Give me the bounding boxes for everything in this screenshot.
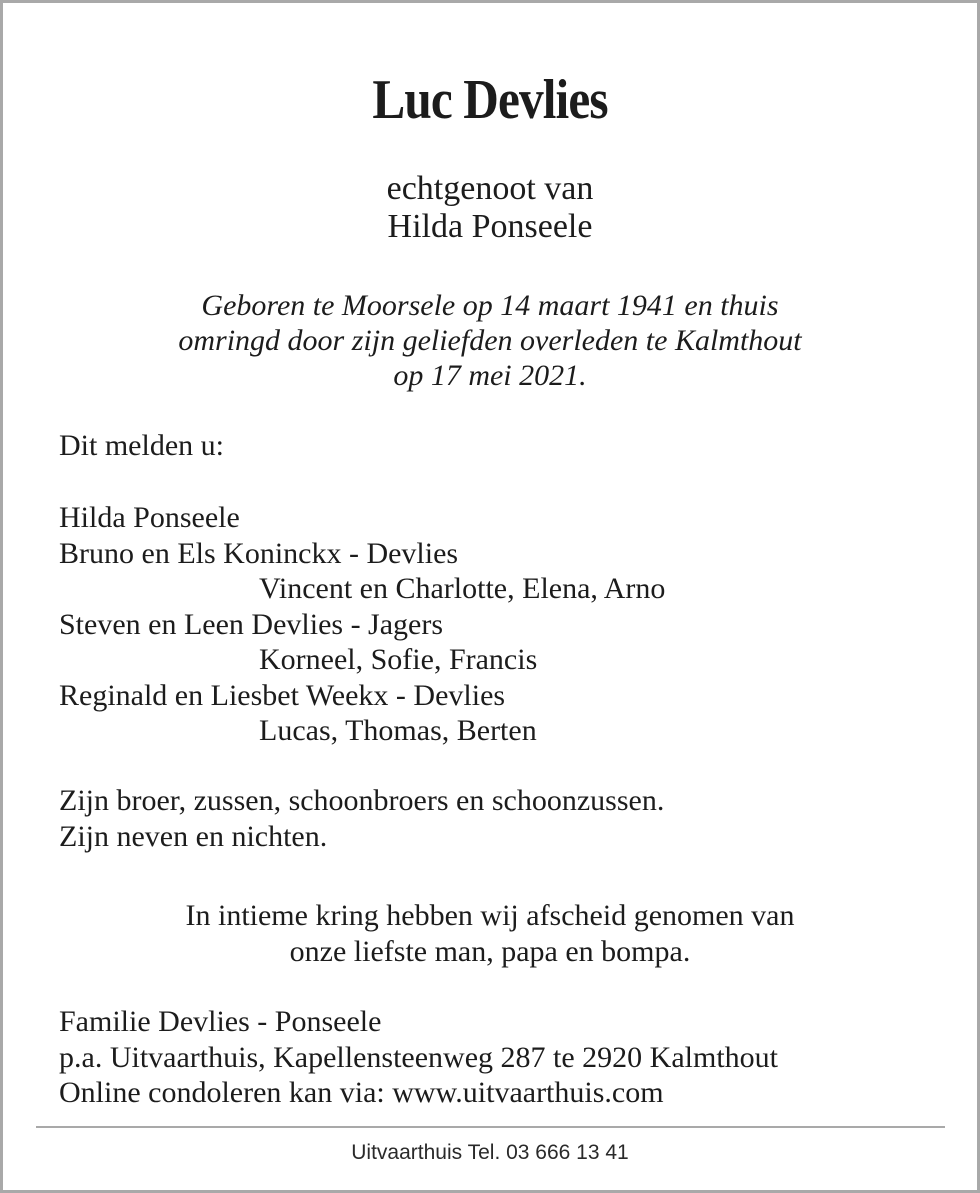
contact-address: p.a. Uitvaarthuis, Kapellensteenweg 287 te 2920 Kalmthout xyxy=(59,1040,778,1074)
funeral-home-phone: Uitvaarthuis Tel. 03 666 13 41 xyxy=(351,1141,629,1164)
grandchildren: Korneel, Sofie, Francis xyxy=(259,643,538,676)
grandchildren: Lucas, Thomas, Berten xyxy=(259,714,537,747)
birth-death-statement xyxy=(0,288,980,393)
relatives-line-1: Zijn broer, zussen, schoonbroers en schoonzussen. xyxy=(59,784,665,817)
farewell-line-2: onze liefste man, papa en bompa. xyxy=(289,934,691,968)
farewell-block xyxy=(0,898,980,969)
spouse-name: Hilda Ponseele xyxy=(387,208,593,245)
family-member: Steven en Leen Devlies - Jagers xyxy=(59,607,444,641)
birth-line-3: op 17 mei 2021. xyxy=(393,359,587,392)
grandchildren: Vincent en Charlotte, Elena, Arno xyxy=(259,572,666,605)
relatives-line-2: Zijn neven en nichten. xyxy=(59,819,328,853)
birth-line-1: Geboren te Moorsele op 14 maart 1941 en thuis xyxy=(201,289,779,322)
spouse-block xyxy=(0,170,980,246)
contact-block xyxy=(59,1004,778,1111)
spouse-relation: echtgenoot van xyxy=(386,170,594,207)
condolence-website: Online condoleren kan via: www.uitvaarthuis.com xyxy=(59,1076,664,1109)
family-list xyxy=(59,500,665,749)
family-member: Hilda Ponseele xyxy=(59,501,240,534)
farewell-line-1: In intieme kring hebben wij afscheid genomen van xyxy=(185,899,795,932)
deceased-name: Luc Devlies xyxy=(372,69,608,131)
intro-text: Dit melden u: xyxy=(59,429,224,462)
relatives-block xyxy=(59,783,664,854)
family-signature: Familie Devlies - Ponseele xyxy=(59,1005,382,1038)
family-member: Reginald en Liesbet Weekx - Devlies xyxy=(59,678,506,712)
footer-divider xyxy=(36,1126,945,1128)
birth-line-2: omringd door zijn geliefden overleden te Kalmthout xyxy=(178,324,802,357)
family-member: Bruno en Els Koninckx - Devlies xyxy=(59,536,459,570)
